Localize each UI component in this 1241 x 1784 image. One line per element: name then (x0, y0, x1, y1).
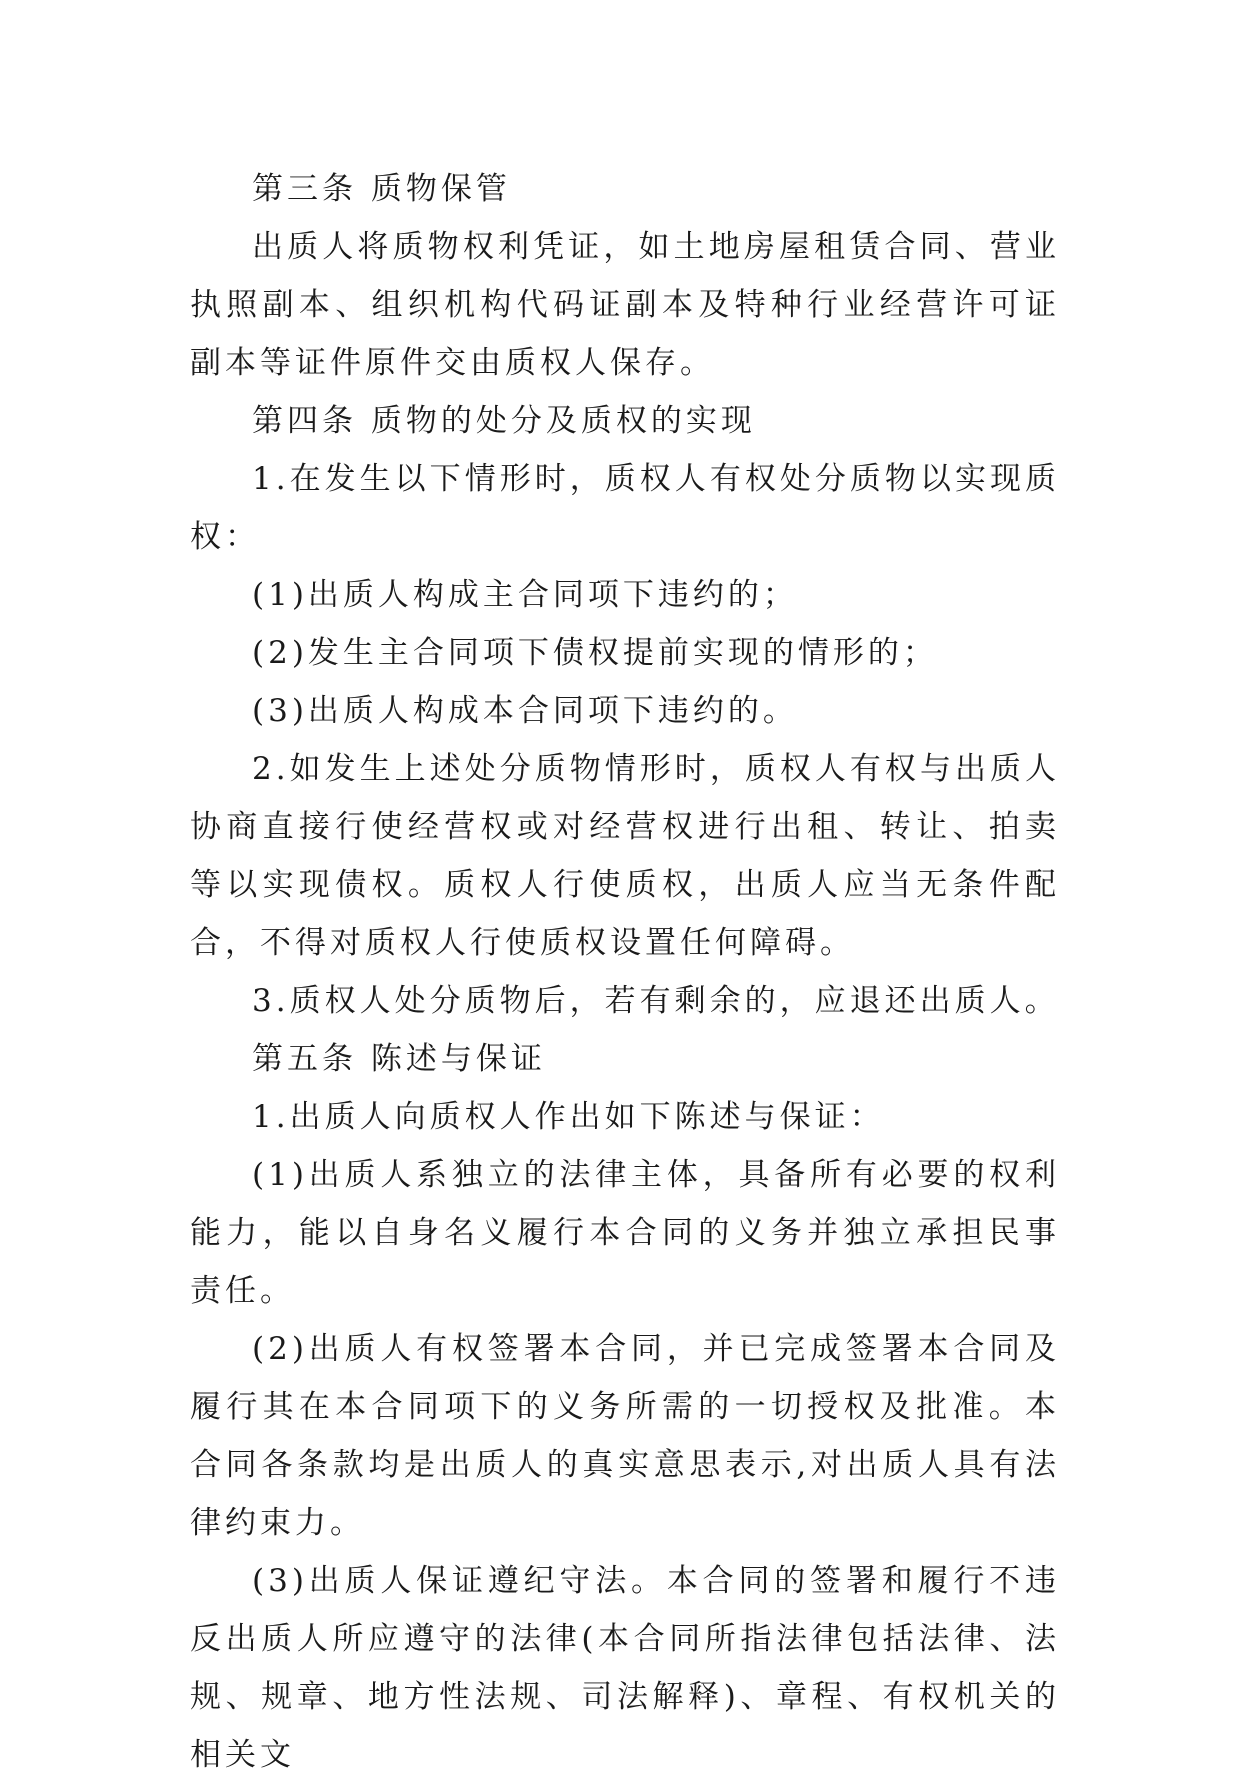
article-3-paragraph: 出质人将质物权利凭证，如土地房屋租赁合同、营业执照副本、组织机构代码证副本及特种行业经营许可证副本等证件原件交由质权人保存。 (190, 229, 1060, 381)
article-5-item-1: (1)出质人系独立的法律主体，具备所有必要的权利能力，能以自身名义履行本合同的义务并独立承担民事责任。 (190, 1157, 1060, 1309)
article-4-clause-3: 3.质权人处分质物后，若有剩余的，应退还出质人。 (252, 983, 1060, 1019)
article-4-item-1: (1)出质人构成主合同项下违约的； (252, 577, 798, 613)
article-5-heading: 第五条 陈述与保证 (252, 1041, 546, 1077)
article-4-heading: 第四条 质物的处分及质权的实现 (252, 403, 756, 439)
article-5-item-2: (2)出质人有权签署本合同，并已完成签署本合同及履行其在本合同项下的义务所需的一切授权及批准。本合同各条款均是出质人的真实意思表示,对出质人具有法律约束力。 (190, 1331, 1060, 1541)
article-4-clause-1: 1.在发生以下情形时，质权人有权处分质物以实现质权： (190, 461, 1060, 555)
article-3-heading: 第三条 质物保管 (252, 171, 511, 207)
article-4-clause-2: 2.如发生上述处分质物情形时，质权人有权与出质人协商直接行使经营权或对经营权进行出租、转让、拍卖等以实现债权。质权人行使质权，出质人应当无条件配合，不得对质权人行使质权设置任何障碍。 (190, 751, 1060, 961)
document-body (190, 160, 1060, 1784)
article-5-item-3: (3)出质人保证遵纪守法。本合同的签署和履行不违反出质人所应遵守的法律(本合同所指法律包括法律、法规、规章、地方性法规、司法解释)、章程、有权机关的相关文 (190, 1563, 1060, 1773)
article-5-clause-1: 1.出质人向质权人作出如下陈述与保证： (252, 1099, 885, 1135)
article-4-item-2: (2)发生主合同项下债权提前实现的情形的； (252, 635, 938, 671)
article-4-item-3: (3)出质人构成本合同项下违约的。 (252, 693, 798, 729)
